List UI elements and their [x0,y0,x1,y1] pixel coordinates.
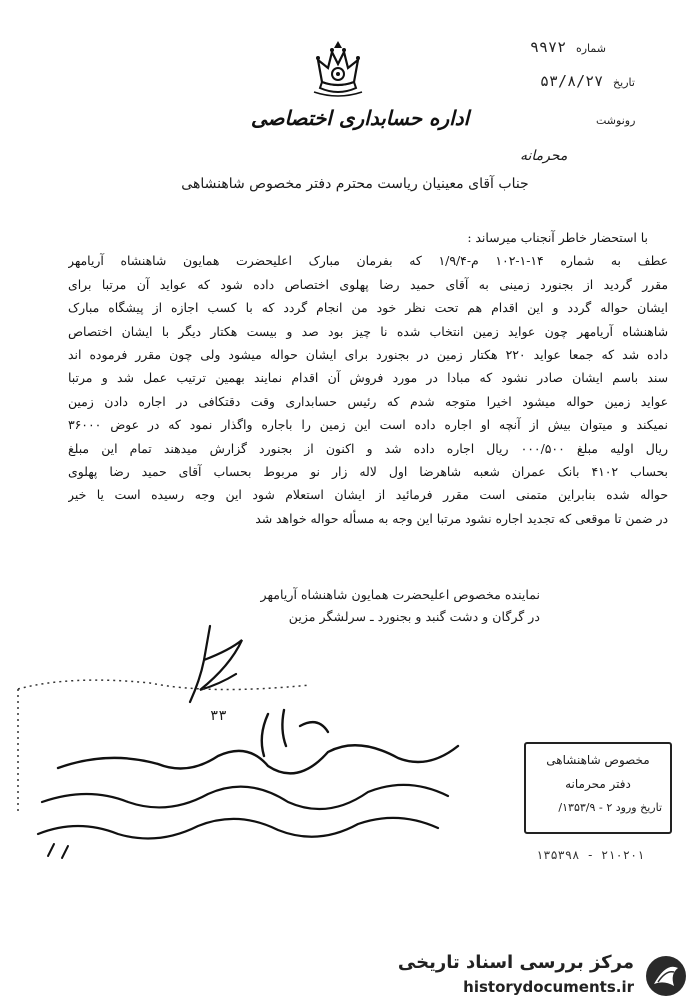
body-line: عواید زمین حواله میشود اخیرا متوجه شدم که رئیس حسابداری وقت دقتکافی در اجاره دادن زمین [68,393,668,409]
salutation: جناب آقای معینیان ریاست محترم دفتر مخصوص شاهنشاهی [181,176,529,192]
entry-stamp [524,742,672,834]
body-line: ایشان حواله گردد و این اقدام هم تحت نظر خود من انجام گردد که با کسب اجازه از پیشگاه مبارک [68,300,668,316]
copy-field [596,113,635,127]
office-title: اداره حسابداری اختصاصی [250,106,470,130]
body-line: شاهنشاه آریامهر چون عواید زمین انتخاب شده نا چیز بود صد و بیست هکتار دیگر با ایشان اختصاص [68,323,668,339]
body-line: داده شد که جمعا عواید ۲۲۰ هکتار زمین در بجنورد برای ایشان حواله میشود ولی چون مقرر فرموده اند [68,346,668,362]
body-line: عطف به شماره ۱۴-۱-۱۰۲ م-۱/۹/۴ که بفرمان مبارک اعلیحضرت همایون شاهنشاه آریامهر [68,253,668,269]
watermark-url: historydocuments.ir [463,978,634,996]
body-line: نمیکند و میتوان بیش از آنچه او اجاره داده است این زمین را باجاره واگذار نمود که در عوض ۳۶۰۰۰ [68,417,668,433]
sender-title: نماینده مخصوص اعلیحضرت همایون شاهنشاه آریامهر [260,587,540,602]
number-label: شماره [575,42,606,55]
document-date [540,72,635,90]
stamp-line-2: دفتر محرمانه [565,777,631,791]
body-line: سند باسم ایشان صادر نشود که مبادا در مورد فروش آن اقدام نمایند بهمین ترتیب عمل شد و مرتبا [68,370,668,386]
date-value: ۵۳/۸/۲۷ [540,72,604,90]
document-number [530,38,606,56]
classification-label: محرمانه [520,148,568,164]
body-line: در ضمن تا موقعی که تجدید اجاره نشود مرتبا این وجه به مسأله حواله خواهد شد [255,510,668,526]
stamp-line-1: مخصوص شاهنشاهی [546,753,650,767]
body-line: بحساب ۴۱۰۲ بانک عمران شعبه شاهرضا اول لاله زار نو مربوط بحساب آقای حمید رضا پهلوی [68,463,668,479]
margin-number: ۳۳ [210,708,227,724]
stamp-date-value: ۲ - ۱۳۵۳/۹/ [558,801,613,814]
handwritten-note-icon [18,706,488,866]
body-line: با استحضار خاطر آنجناب میرساند : [467,230,648,245]
body-line: مقرر گردید از بجنورد زمینی به آقای حمید رضا پهلوی اختصاص داده شود که عواید آن مرتبا برای [68,276,668,292]
body-line: حواله شده بنابراین متمنی است مقرر فرمائید از ایشان استعلام شود این وجه رسیده است یا خیر [68,487,668,503]
watermark-title: مرکز بررسی اسناد تاریخی [397,952,634,973]
watermark [397,950,692,1002]
stamp-date-label: تاریخ ورود [615,801,662,814]
body-line: ریال اولیه مبلغ ۰۰۰/۵۰۰ ریال اجاره داده شد و اکنون از بجنورد گزارش میدهند تمام این مبلغ [68,440,668,456]
stamp-date [534,796,662,820]
number-value: ۹۹۷۲ [530,38,567,56]
copy-label: رونوشت [596,114,636,127]
date-label: تاریخ [613,76,635,89]
crown-emblem-icon [306,38,370,100]
letter-body [68,226,668,530]
archive-logo-icon [644,954,688,998]
bottom-reference-number: ۲۱۰۲۰۱ - ۱۳۵۳۹۸ [536,848,645,862]
sender-name: در گرگان و دشت گنبد و بجنورد ـ سرلشگر مزین [288,609,540,624]
